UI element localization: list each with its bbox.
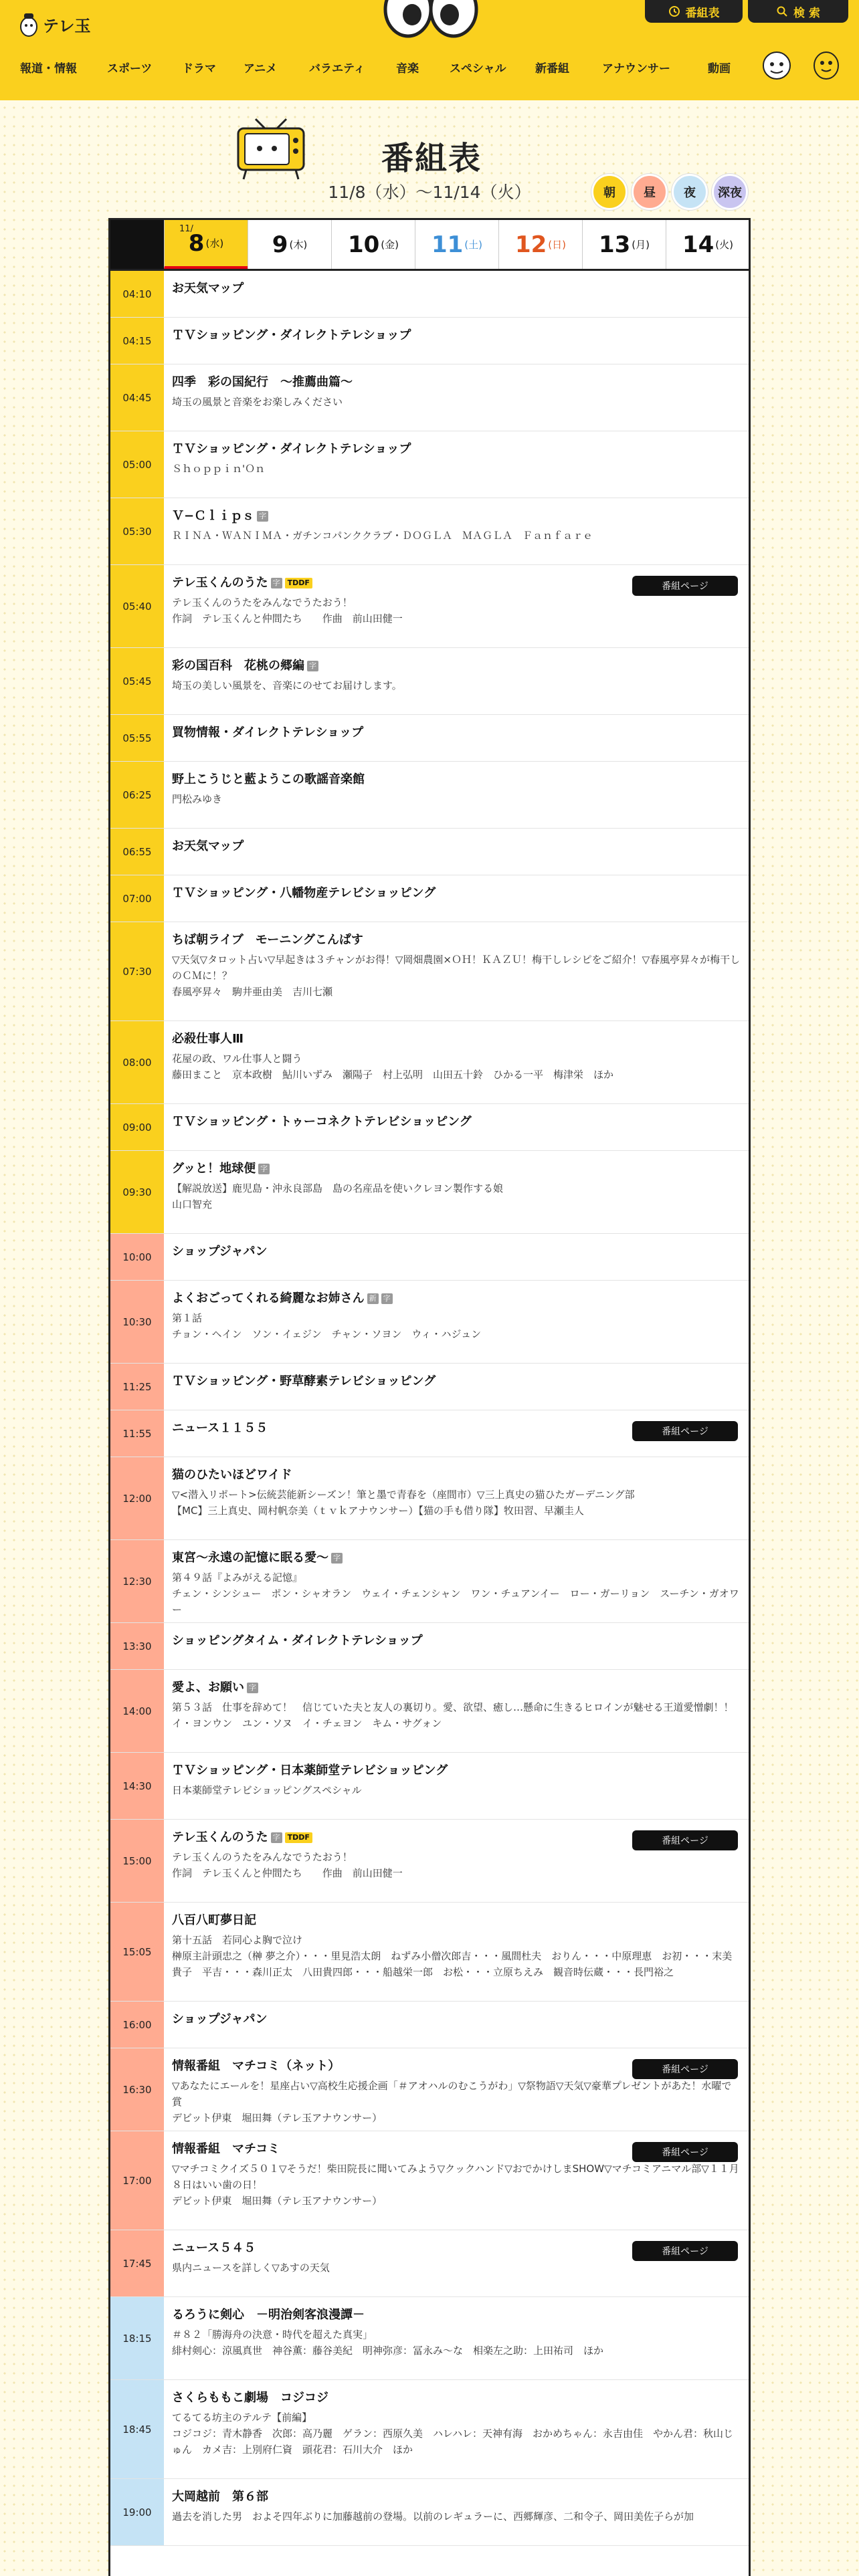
- program-description: 【MC】三上真史、岡村帆奈美（ｔｖｋアナウンサー）【猫の手も借り隊】牧田習、早瀬圭人: [172, 1505, 584, 1517]
- program-time: 06:55: [110, 829, 164, 875]
- program-title-line: [172, 1374, 741, 1389]
- day-tab-8[interactable]: [164, 220, 248, 269]
- program-description: コジコジ：青木静香 次郎：高乃麗 ゲラン：西原久美 ハレハレ：天神有海 おかめちゃん：永吉由佳 やかん君：秋山じゅん カメ吉：上別府仁資 頭花君：石川大介 ほか: [172, 2428, 733, 2456]
- program-content: [172, 886, 741, 901]
- program-title-line: [172, 772, 741, 787]
- program-title[interactable]: ニュース１１５５: [172, 1421, 268, 1435]
- program-title[interactable]: ショップジャパン: [172, 1245, 268, 1259]
- program-time: 05:40: [110, 565, 164, 647]
- program-title-line: [172, 1551, 741, 1566]
- day-tab-number: 12: [514, 231, 547, 258]
- program-title-line: [172, 2391, 741, 2405]
- program-title-line: [172, 2490, 741, 2504]
- program-content: [172, 2391, 741, 2458]
- program-content: [172, 1634, 741, 1648]
- program-description: 春風亭昇々 駒井亜由美 吉川七瀬: [172, 986, 333, 998]
- day-header-blank: [110, 220, 164, 269]
- program-title[interactable]: 情報番組 マチコミ（ネット）: [172, 2059, 341, 2073]
- program-time: 10:00: [110, 1234, 164, 1280]
- program-description: 埼玉の風景と音楽をお楽しみください: [172, 396, 343, 408]
- program-description: 【解説放送】鹿児島・沖永良部島 島の名産品を使いクレヨン製作する娘: [172, 1182, 504, 1194]
- program-title-line: [172, 282, 741, 296]
- main-nav: [0, 59, 859, 76]
- program-title-line: [172, 726, 741, 740]
- program-content: [172, 282, 741, 296]
- program-time: 12:30: [110, 1540, 164, 1622]
- program-row[interactable]: [110, 1457, 749, 1540]
- program-row[interactable]: [110, 922, 749, 1021]
- program-content: [172, 2012, 741, 2027]
- program-row[interactable]: [110, 271, 749, 318]
- program-description: 作詞 テレ玉くんと仲間たち 作曲 前山田健一: [172, 1867, 403, 1879]
- day-tab-weekday: (日): [548, 239, 567, 251]
- program-description: ▽天気▽タロット占い▽早起きは３チャンがお得！▽岡畑農園×ＯＨ！ＫＡＺＵ！梅干しレシピをご紹介！▽春風亭昇々が梅干しのＣＭに！？: [172, 954, 741, 982]
- program-title-line: [172, 1245, 741, 1259]
- nav-item-anime[interactable]: アニメ: [244, 62, 278, 76]
- program-description: ▽あなたにエールを！星座占い▽高校生応援企画「＃アオハルのむこうがわ」▽祭物語▽天気▽豪華プレゼントがあた！水曜で賞: [172, 2080, 732, 2108]
- day-tab-14[interactable]: [666, 220, 749, 269]
- program-description: 緋村剣心：涼風真世 神谷薫：藤谷美紀 明神弥彦：冨永み〜な 相楽左之助：上田祐司 ほか: [172, 2345, 604, 2357]
- program-description: てるてる坊主のテルテ【前編】: [172, 2411, 312, 2424]
- program-time: 14:00: [110, 1670, 164, 1752]
- program-time: 05:00: [110, 431, 164, 498]
- program-time: 13:30: [110, 1623, 164, 1669]
- nav-item-variety[interactable]: バラエティ: [309, 62, 365, 76]
- nav-item-sports[interactable]: スポーツ: [107, 62, 153, 76]
- program-row[interactable]: [110, 2479, 749, 2546]
- program-time: 05:45: [110, 648, 164, 714]
- program-title-line: [172, 509, 741, 524]
- program-row[interactable]: [110, 431, 749, 498]
- program-description: 県内ニュースを詳しく▽あすの天気: [172, 2262, 330, 2274]
- program-time: 17:00: [110, 2131, 164, 2230]
- day-tab-10[interactable]: [331, 220, 415, 269]
- program-description: テレ玉くんのうたをみんなでうたおう！: [172, 1851, 353, 1863]
- header-zigzag-edge: [0, 92, 859, 102]
- program-description: 山口智充: [172, 1198, 213, 1210]
- program-description: ▽<潜入リポート>伝統芸能新シーズン！筆と墨で青春を（座間市）▽三上真史の猫ひたガーデニング部: [172, 1489, 635, 1501]
- program-title[interactable]: よくおごってくれる綺麗なお姉さん: [172, 1291, 365, 1305]
- program-row[interactable]: [110, 715, 749, 762]
- program-content: [172, 726, 741, 740]
- program-description: 第５３話 仕事を辞めて！ 信じていた夫と友人の裏切り。愛、欲望、癒し…懸命に生きるヒロインが魅せる王道愛憎劇！！: [172, 1701, 734, 1713]
- day-tab-weekday: (火): [715, 239, 734, 251]
- program-time: 12:00: [110, 1457, 164, 1539]
- program-time: 15:00: [110, 1820, 164, 1902]
- program-mark: 字: [381, 1293, 393, 1304]
- program-content: [172, 442, 741, 477]
- program-row[interactable]: [110, 1104, 749, 1151]
- program-row[interactable]: [110, 2297, 749, 2380]
- program-title[interactable]: テレ玉くんのうた: [172, 576, 268, 590]
- program-description: デビット伊東 堀田舞（テレ玉アナウンサー）: [172, 2195, 383, 2207]
- time-button-night[interactable]: 夜: [672, 174, 708, 210]
- program-description: デビット伊東 堀田舞（テレ玉アナウンサー）: [172, 2112, 383, 2124]
- program-row[interactable]: [110, 1753, 749, 1820]
- date-range: 11/8（水）〜11/14（火）: [328, 183, 531, 202]
- program-description: イ・ヨンウン ユン・ソヌ イ・チェヨン キム・サグォン: [172, 1717, 442, 1729]
- day-tab-number: 13: [598, 231, 631, 258]
- program-row[interactable]: [110, 1281, 749, 1364]
- program-title-line: [172, 1763, 741, 1778]
- program-time: 09:30: [110, 1151, 164, 1233]
- day-tab-9[interactable]: [248, 220, 331, 269]
- program-title[interactable]: るろうに剣心 －明治剣客浪漫譚－: [172, 2308, 365, 2322]
- nav-item-music[interactable]: 音楽: [396, 62, 419, 76]
- program-title-line: [172, 1634, 741, 1648]
- nav-item-new-programs[interactable]: 新番組: [535, 62, 569, 76]
- program-title[interactable]: 四季 彩の国紀行 〜推薦曲篇〜: [172, 375, 353, 389]
- program-time: 10:30: [110, 1281, 164, 1363]
- mascot-b-icon[interactable]: [809, 47, 843, 80]
- tddf-badge: TDDF: [285, 1832, 312, 1843]
- program-content: [172, 1551, 741, 1618]
- program-title-line: [172, 442, 741, 457]
- program-row[interactable]: [110, 364, 749, 431]
- program-row[interactable]: [110, 1234, 749, 1281]
- tddf-badge: TDDF: [285, 578, 312, 588]
- program-page-button[interactable]: 番組ページ: [632, 576, 738, 596]
- program-title[interactable]: 野上こうじと藍ようこの歌謡音楽館: [172, 772, 365, 786]
- day-tab-month: 11/: [179, 224, 193, 234]
- program-content: [172, 1374, 741, 1389]
- program-content: [172, 1763, 741, 1798]
- program-content: [172, 1245, 741, 1259]
- program-title[interactable]: お天気マップ: [172, 282, 244, 296]
- program-description: テレ玉くんのうたをみんなでうたおう！: [172, 597, 353, 609]
- program-description: 作詞 テレ玉くんと仲間たち 作曲 前山田健一: [172, 613, 403, 625]
- program-title-line: [172, 328, 741, 343]
- program-row[interactable]: [110, 648, 749, 715]
- logo-text: テレ玉: [43, 16, 91, 35]
- day-tab-13[interactable]: [582, 220, 666, 269]
- program-row[interactable]: [110, 1903, 749, 2002]
- program-title[interactable]: ニュース５４５: [172, 2241, 256, 2255]
- program-row[interactable]: [110, 875, 749, 922]
- program-row[interactable]: [110, 1623, 749, 1670]
- program-description: Ｓｈｏｐｐｉｎ'Ｏｎ: [172, 463, 266, 475]
- program-description: 藤田まこと 京本政樹 鮎川いずみ 瀬陽子 村上弘明 山田五十鈴 ひかる一平 梅津栄 ほか: [172, 1069, 614, 1081]
- program-title[interactable]: 彩の国百科 花桃の郷編: [172, 659, 304, 673]
- program-mark: 字: [307, 661, 318, 671]
- program-title[interactable]: テレ玉くんのうた: [172, 1830, 268, 1844]
- program-row[interactable]: [110, 1820, 749, 1903]
- nav-item-announcer[interactable]: アナウンサー: [602, 62, 670, 76]
- program-title[interactable]: Ｖ−Ｃｌｉｐｓ: [172, 509, 255, 523]
- search-icon: [776, 5, 788, 17]
- program-row[interactable]: [110, 2131, 749, 2230]
- program-time: 11:55: [110, 1410, 164, 1457]
- program-description: 過去を消した男 およそ四年ぶりに加藤越前の登場。以前のレギュラーに、西郷輝彦、二和令子、岡田美佐子らが加: [172, 2510, 694, 2523]
- program-title[interactable]: 猫のひたいほどワイド: [172, 1468, 292, 1482]
- program-content: [172, 375, 741, 410]
- program-description: 花屋の政、ワル仕事人と闘う: [172, 1053, 302, 1065]
- program-row[interactable]: [110, 1670, 749, 1753]
- program-mark: 字: [271, 578, 282, 588]
- day-tab-11[interactable]: [415, 220, 498, 269]
- program-content: [172, 1468, 741, 1519]
- program-content: [172, 1291, 741, 1342]
- search-button-label: 検 索: [793, 6, 820, 20]
- program-title-line: [172, 1115, 741, 1130]
- program-time: 15:05: [110, 1903, 164, 2001]
- program-time: 07:30: [110, 922, 164, 1021]
- program-time: 14:30: [110, 1753, 164, 1819]
- program-row[interactable]: [110, 1021, 749, 1104]
- program-content: [172, 1913, 741, 1980]
- program-title-line: [172, 839, 741, 854]
- program-title[interactable]: ＴＶショッピング・ダイレクトテレショップ: [172, 442, 411, 456]
- program-title[interactable]: 必殺仕事人Ⅲ: [172, 1032, 244, 1046]
- program-description: 日本薬師堂テレビショッピングスペシャル: [172, 1784, 362, 1796]
- program-time: 06:25: [110, 762, 164, 828]
- program-time: 18:45: [110, 2380, 164, 2478]
- program-description: 門松みゆき: [172, 793, 223, 805]
- program-page-button[interactable]: 番組ページ: [632, 2059, 738, 2079]
- program-description: ＲＩＮＡ・ＷＡＮＩＭＡ・ガチンコパンククラブ・ＤＯＧＬＡ ＭＡＧＬＡ Ｆａｎｆａｒｅ: [172, 530, 593, 542]
- program-description: ＃８２「勝海舟の決意・時代を超えた真実」: [172, 2329, 373, 2341]
- program-content: [172, 659, 741, 693]
- program-title[interactable]: 買物情報・ダイレクトテレショップ: [172, 726, 364, 740]
- day-tab-number: 14: [682, 231, 714, 258]
- program-row[interactable]: [110, 762, 749, 829]
- program-row[interactable]: [110, 1540, 749, 1623]
- program-mark: 字: [258, 1164, 270, 1174]
- program-mark: 字: [331, 1553, 343, 1564]
- program-mark: 字: [247, 1683, 258, 1693]
- clock-icon: [668, 5, 680, 17]
- program-description: 第４９話『よみがえる記憶』: [172, 1572, 303, 1584]
- site-header: [0, 0, 859, 100]
- program-time: 19:00: [110, 2479, 164, 2545]
- schedule-button-label: 番組表: [685, 6, 720, 20]
- program-title[interactable]: 大岡越前 第６部: [172, 2490, 268, 2504]
- program-title-line: [172, 2308, 741, 2323]
- program-row[interactable]: [110, 2002, 749, 2048]
- day-tab-12[interactable]: [498, 220, 582, 269]
- program-content: [172, 509, 741, 544]
- program-page-button[interactable]: 番組ページ: [632, 1830, 738, 1850]
- program-title[interactable]: ＴＶショッピング・野草酵素テレビショッピング: [172, 1374, 436, 1388]
- program-content: [172, 933, 741, 1000]
- mascot-a-icon[interactable]: [760, 47, 793, 80]
- program-content: [172, 772, 741, 807]
- program-row[interactable]: [110, 1410, 749, 1457]
- program-description: 第１話: [172, 1312, 203, 1324]
- program-title-line: [172, 1032, 741, 1047]
- program-title[interactable]: 愛よ、お願い: [172, 1681, 244, 1695]
- program-row[interactable]: [110, 829, 749, 875]
- schedule-button[interactable]: [645, 0, 743, 23]
- program-time: 04:10: [110, 271, 164, 317]
- program-row[interactable]: [110, 2230, 749, 2297]
- program-description: チョン・ヘイン ソン・イェジン チャン・ソヨン ウィ・ハジュン: [172, 1328, 482, 1340]
- program-title-line: [172, 933, 741, 948]
- program-content: [172, 328, 741, 343]
- day-tab-weekday: (水): [205, 237, 224, 249]
- nav-item-drama[interactable]: ドラマ: [182, 62, 216, 76]
- program-description: 埼玉の美しい風景を、音楽にのせてお届けします。: [172, 679, 402, 691]
- eyes-mascot-icon: [383, 0, 479, 40]
- nav-item-video[interactable]: 動画: [708, 62, 731, 76]
- program-content: [172, 2490, 741, 2525]
- day-tab-number: 10: [347, 231, 380, 258]
- program-time: 04:45: [110, 364, 164, 431]
- program-title-line: [172, 1291, 741, 1306]
- program-title[interactable]: ＴＶショッピング・ダイレクトテレショップ: [172, 328, 411, 342]
- program-time: 08:00: [110, 1021, 164, 1103]
- program-row[interactable]: [110, 1364, 749, 1410]
- page-title: 番組表: [381, 140, 482, 177]
- day-tab-weekday: (月): [632, 239, 650, 251]
- program-time: 16:00: [110, 2002, 164, 2048]
- schedule-table: [108, 218, 751, 2576]
- program-time: 16:30: [110, 2048, 164, 2131]
- program-title[interactable]: 八百八町夢日記: [172, 1913, 256, 1927]
- program-title-line: [172, 1913, 741, 1928]
- program-time: 05:55: [110, 715, 164, 761]
- nav-item-special[interactable]: スペシャル: [450, 62, 506, 76]
- program-mark: 字: [271, 1832, 282, 1843]
- program-title[interactable]: お天気マップ: [172, 839, 244, 853]
- program-content: [172, 1032, 741, 1083]
- program-row[interactable]: [110, 498, 749, 565]
- program-title[interactable]: ショッピングタイム・ダイレクトテレショップ: [172, 1634, 423, 1648]
- day-tab-number: 11: [431, 231, 464, 258]
- program-title[interactable]: さくらももこ劇場 コジコジ: [172, 2391, 328, 2405]
- program-time: 07:00: [110, 875, 164, 922]
- search-button[interactable]: [748, 0, 848, 23]
- time-button-morning[interactable]: 朝: [591, 174, 628, 210]
- day-tabs: [110, 220, 749, 271]
- program-title-line: [172, 886, 741, 901]
- program-title[interactable]: ＴＶショッピング・八幡物産テレビショッピング: [172, 886, 436, 900]
- program-title-line: [172, 659, 741, 673]
- program-mark: 字: [257, 511, 268, 522]
- program-description: 第十五話 若同心よ胸で泣け: [172, 1934, 303, 1946]
- program-title-line: [172, 1468, 741, 1483]
- program-page-button[interactable]: 番組ページ: [632, 1421, 738, 1441]
- program-title[interactable]: ＴＶショッピング・トゥーコネクトテレビショッピング: [172, 1115, 472, 1129]
- program-title[interactable]: グッと！地球便: [172, 1162, 256, 1176]
- program-title[interactable]: ショップジャパン: [172, 2012, 268, 2026]
- program-content: [172, 1115, 741, 1130]
- program-title-line: [172, 1162, 741, 1176]
- day-tab-weekday: (金): [381, 239, 399, 251]
- program-description: チェン・シンシュー ポン・シャオラン ウェイ・チェンシャン ワン・チュアンイー ロー・ガーリョン スーチン・ガオワー: [172, 1588, 739, 1616]
- program-time: 18:15: [110, 2297, 164, 2379]
- program-row[interactable]: [110, 1151, 749, 1234]
- day-tab-number: 9: [272, 231, 288, 258]
- program-title[interactable]: 情報番組 マチコミ: [172, 2142, 280, 2156]
- program-time: 17:45: [110, 2230, 164, 2296]
- program-content: [172, 839, 741, 854]
- program-time: 05:30: [110, 498, 164, 564]
- program-time: 04:15: [110, 318, 164, 364]
- tv-mascot-icon: [235, 112, 306, 181]
- program-row[interactable]: [110, 565, 749, 648]
- program-mark: 新: [367, 1293, 379, 1304]
- program-content: [172, 1162, 741, 1212]
- program-description: ▽マチコミクイズ５０１▽そうだ！柴田院長に聞いてみよう▽クックハンド▽おでかけしまSHOW▽マチコミアニマル部▽１１月８日はいい歯の日！: [172, 2163, 739, 2191]
- time-button-late-night[interactable]: 深夜: [712, 174, 748, 210]
- nav-item-news[interactable]: 報道・情報: [20, 62, 77, 76]
- site-logo[interactable]: [19, 11, 91, 37]
- program-row[interactable]: [110, 318, 749, 364]
- program-title-line: [172, 1681, 741, 1695]
- program-description: 榊原主計頭忠之（榊 夢之介）・・・里見浩太朗 ねずみ小僧次郎吉・・・風間杜夫 おりん・・・中原理恵 お初・・・末美貴子 平吉・・・森川正太 八田貴四郎・・・船越栄一郎 お松・・・立原ちえみ 観音時伝蔵・・・長門裕之: [172, 1950, 733, 1978]
- program-time: 11:25: [110, 1364, 164, 1410]
- mascot-logo-icon: [19, 11, 39, 37]
- program-title[interactable]: 東宮〜永遠の記憶に眠る愛〜: [172, 1551, 328, 1565]
- program-title[interactable]: ちば朝ライブ モーニングこんぱす: [172, 933, 363, 947]
- day-tab-number: 8: [188, 229, 205, 257]
- program-row[interactable]: [110, 2380, 749, 2479]
- program-title[interactable]: ＴＶショッピング・日本薬師堂テレビショッピング: [172, 1763, 448, 1778]
- program-title-line: [172, 375, 741, 390]
- program-page-button[interactable]: 番組ページ: [632, 2142, 738, 2162]
- time-button-daytime[interactable]: 昼: [632, 174, 668, 210]
- program-content: [172, 2308, 741, 2359]
- day-tab-weekday: (木): [289, 239, 308, 251]
- program-page-button[interactable]: 番組ページ: [632, 2241, 738, 2261]
- program-content: [172, 1681, 741, 1731]
- program-row[interactable]: [110, 2048, 749, 2131]
- program-title-line: [172, 2012, 741, 2027]
- day-tab-weekday: (土): [464, 239, 483, 251]
- program-time: 09:00: [110, 1104, 164, 1150]
